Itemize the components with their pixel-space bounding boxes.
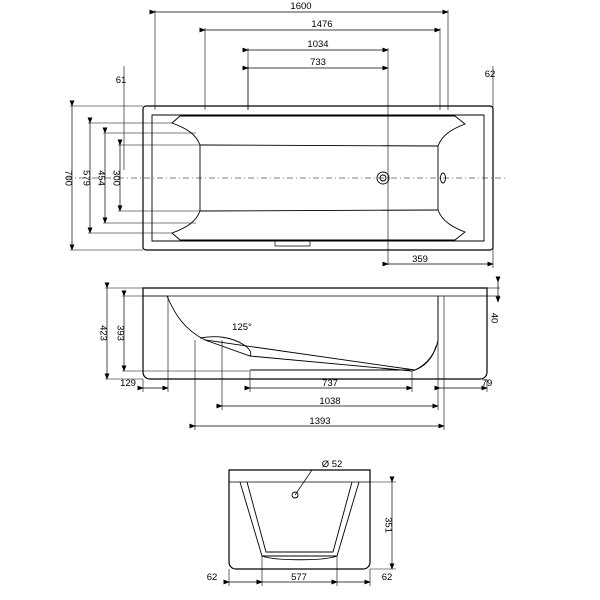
side-elevation-view	[229, 459, 370, 569]
dim-label-62-left: 62	[206, 572, 218, 583]
top-view	[66, 106, 505, 250]
dim-label-577: 577	[291, 572, 307, 583]
dim-label-129: 129	[120, 378, 136, 389]
dim-label-62-right: 62	[381, 572, 393, 583]
dim-label-454: 454	[95, 170, 107, 186]
dim-label-125deg: 125°	[232, 322, 252, 333]
dim-label-393: 393	[114, 325, 126, 341]
dim-label-737: 737	[322, 378, 338, 389]
dim-label-1393: 1393	[309, 416, 331, 427]
dim-label-62-top: 62	[484, 69, 496, 80]
dim-label-733: 733	[310, 57, 326, 68]
dim-label-1476: 1476	[311, 19, 333, 30]
tub-outer-side	[229, 470, 370, 569]
dim-label-579: 579	[80, 170, 92, 186]
dim-label-1034: 1034	[307, 39, 329, 50]
dim-label-359: 359	[412, 254, 428, 265]
dim-label-423: 423	[97, 325, 109, 341]
dim-label-40: 40	[488, 312, 500, 324]
dim-label-700: 700	[62, 170, 74, 186]
dim-label-79: 79	[481, 378, 493, 389]
dim-label-1038: 1038	[319, 396, 341, 407]
dim-label-1600: 1600	[290, 1, 312, 12]
dim-label-351: 351	[382, 517, 394, 533]
front-elevation-view	[143, 288, 487, 379]
dim-label-300: 300	[110, 170, 122, 186]
dim-label-dia52: Ø 52	[321, 459, 343, 470]
dim-label-61: 61	[115, 75, 127, 86]
